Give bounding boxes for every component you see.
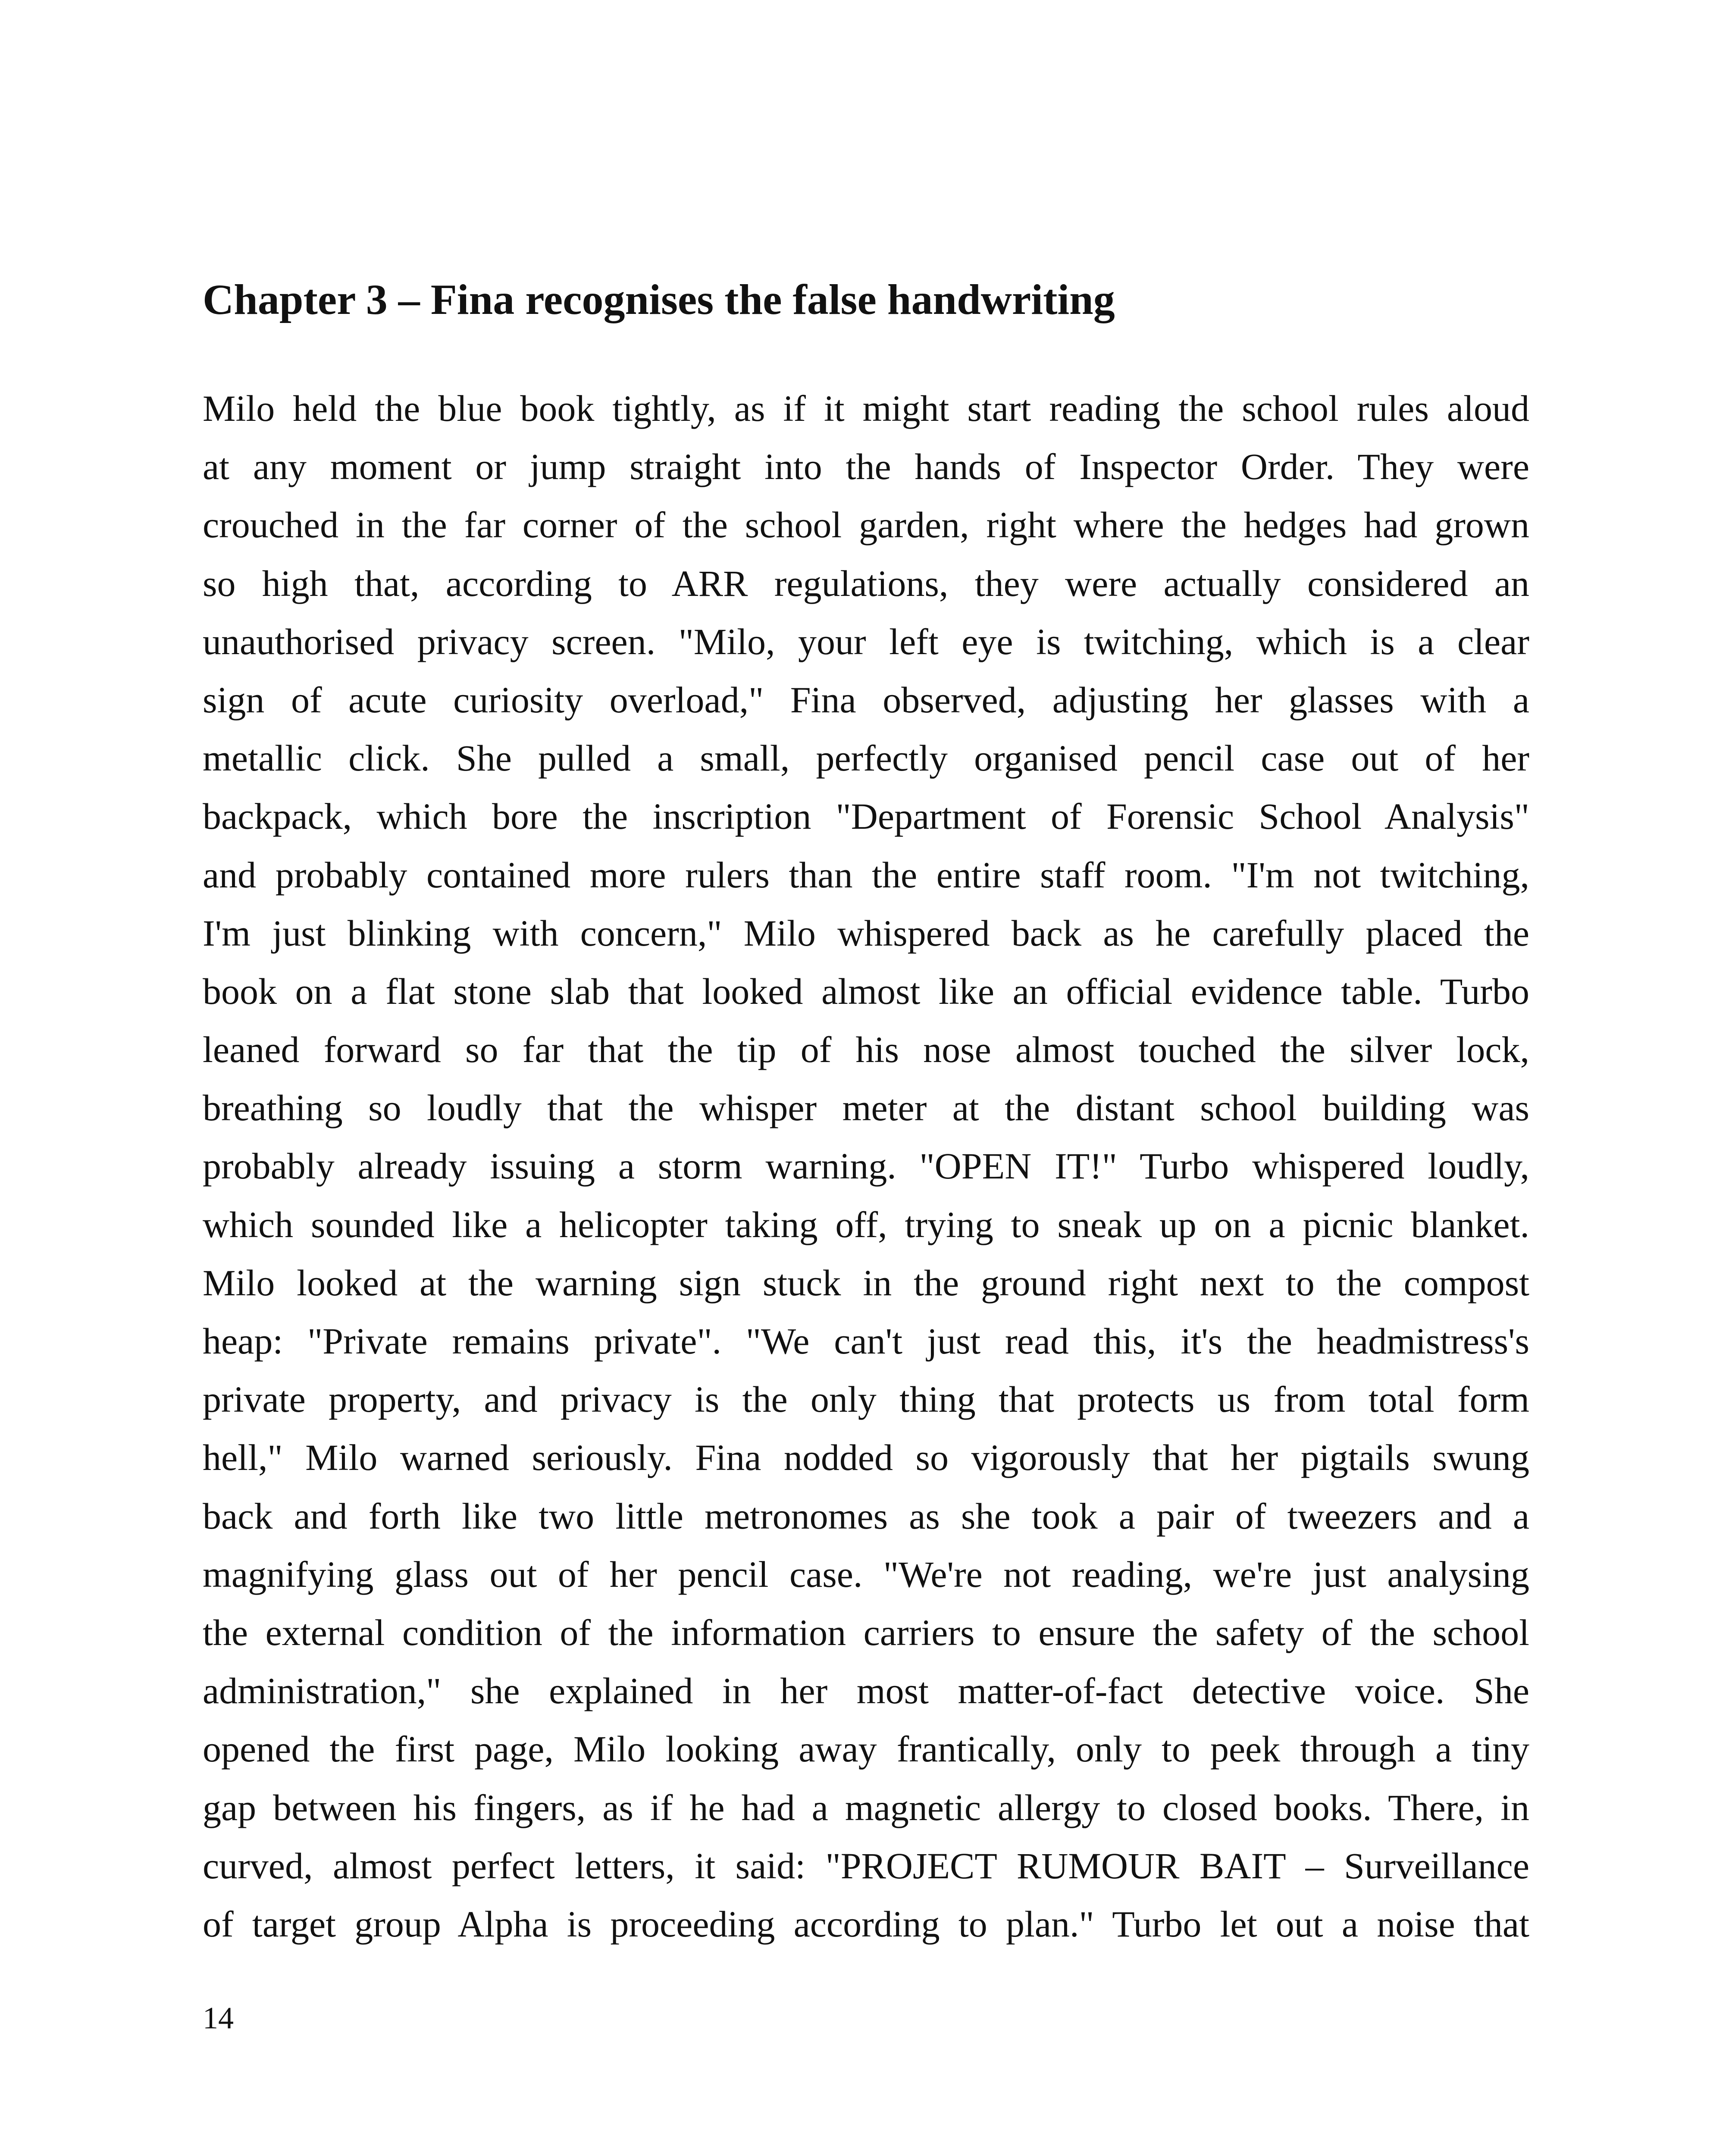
- text-line: administration," she explained in her most matter-of-fact detective voice. She: [203, 1670, 1529, 1712]
- text-line: at any moment or jump straight into the hands of Inspector Order. They were: [203, 446, 1529, 488]
- text-line: heap: "Private remains private". "We can't just read this, it's the headmistress's: [203, 1320, 1529, 1362]
- text-line: metallic click. She pulled a small, perfectly organised pencil case out of her: [203, 737, 1529, 779]
- page-number: 14: [203, 2001, 234, 2035]
- text-line: crouched in the far corner of the school garden, right where the hedges had grown: [203, 504, 1529, 546]
- text-line: breathing so loudly that the whisper meter at the distant school building was: [203, 1087, 1529, 1129]
- text-line: which sounded like a helicopter taking off, trying to sneak up on a picnic blanket.: [203, 1203, 1529, 1245]
- text-line: the external condition of the information carriers to ensure the safety of the school: [203, 1611, 1529, 1653]
- text-line: back and forth like two little metronomes as she took a pair of tweezers and a: [203, 1495, 1529, 1537]
- text-line: Milo held the blue book tightly, as if it might start reading the school rules aloud: [203, 388, 1529, 429]
- chapter-title: Chapter 3 – Fina recognises the false handwriting: [203, 276, 1115, 323]
- text-line: I'm just blinking with concern," Milo whispered back as he carefully placed the: [203, 912, 1529, 954]
- text-line: book on a flat stone slab that looked almost like an official evidence table. Turbo: [203, 970, 1529, 1012]
- text-line: unauthorised privacy screen. "Milo, your left eye is twitching, which is a clear: [203, 620, 1529, 662]
- text-line: opened the first page, Milo looking away frantically, only to peek through a tiny: [203, 1728, 1529, 1770]
- text-line: and probably contained more rulers than the entire staff room. "I'm not twitching,: [203, 854, 1529, 896]
- body-paragraph: [203, 379, 1529, 1953]
- text-line: private property, and privacy is the only thing that protects us from total form: [203, 1379, 1529, 1420]
- text-line: magnifying glass out of her pencil case. "We're not reading, we're just analysing: [203, 1553, 1529, 1595]
- text-line: Milo looked at the warning sign stuck in the ground right next to the compost: [203, 1262, 1529, 1304]
- text-line: of target group Alpha is proceeding according to plan." Turbo let out a noise that: [203, 1903, 1529, 1945]
- text-line: curved, almost perfect letters, it said: "PROJECT RUMOUR BAIT – Surveillance: [203, 1845, 1529, 1887]
- text-line: backpack, which bore the inscription "Department of Forensic School Analysis": [203, 796, 1529, 837]
- text-line: gap between his fingers, as if he had a magnetic allergy to closed books. There, in: [203, 1786, 1529, 1828]
- text-line: so high that, according to ARR regulations, they were actually considered an: [203, 562, 1529, 604]
- text-line: probably already issuing a storm warning. "OPEN IT!" Turbo whispered loudly,: [203, 1145, 1529, 1187]
- text-line: leaned forward so far that the tip of his nose almost touched the silver lock,: [203, 1029, 1529, 1071]
- text-line: sign of acute curiosity overload," Fina observed, adjusting her glasses with a: [203, 679, 1529, 721]
- text-line: hell," Milo warned seriously. Fina nodded so vigorously that her pigtails swung: [203, 1437, 1529, 1479]
